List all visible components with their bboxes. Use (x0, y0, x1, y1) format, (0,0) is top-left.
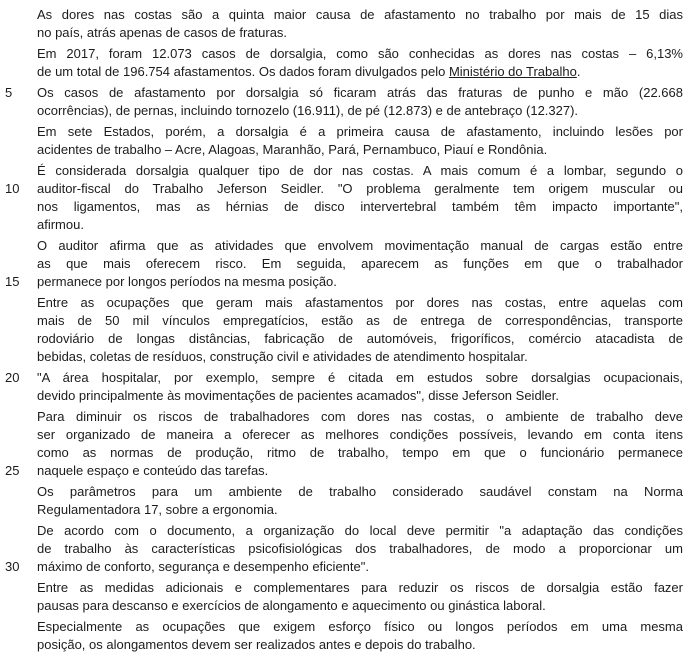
paragraph (5, 369, 683, 405)
text-line (37, 6, 683, 24)
text-segment: Os parâmetros para um ambiente de trabalho considerado saudável constam na Norma (37, 484, 683, 499)
text-segment: Para diminuir os riscos de trabalhadores com dores nas costas, o ambiente de trabalho deve (37, 409, 683, 424)
text-line (37, 618, 683, 636)
line-number: 15 (5, 274, 20, 289)
paragraph (37, 618, 683, 654)
paragraph (5, 237, 683, 291)
text-line (37, 237, 683, 255)
text-segment: pausas para descanso e exercícios de alongamento e aquecimento ou ginástica laboral. (37, 598, 546, 613)
text-line (37, 216, 683, 234)
document-body (5, 6, 683, 654)
text-segment: nos ligamentos, mas as hérnias de disco intervertebral também têm impacto importante", (37, 199, 683, 214)
text-segment: Em 2017, foram 12.073 casos de dorsalgia, como são conhecidas as dores nas costas – 6,13% (37, 46, 683, 61)
text-line (5, 369, 683, 387)
paragraph (37, 45, 683, 81)
text-line (37, 294, 683, 312)
text-segment: As dores nas costas são a quinta maior causa de afastamento no trabalho por mais de 15 dias (37, 7, 683, 22)
text-segment: De acordo com o documento, a organização do local deve permitir "a adaptação das condições (37, 523, 683, 538)
text-line (37, 348, 683, 366)
text-line (37, 444, 683, 462)
paragraph (37, 6, 683, 42)
text-line (37, 426, 683, 444)
text-segment: acidentes de trabalho – Acre, Alagoas, Maranhão, Pará, Pernambuco, Piauí e Rondônia. (37, 142, 548, 157)
text-line (37, 540, 683, 558)
text-segment: afirmou. (37, 217, 84, 232)
text-segment: devido principalmente às movimentações de pacientes acamados", disse Jeferson Seidler. (37, 388, 560, 403)
text-segment: O auditor afirma que as atividades que envolvem movimentação manual de cargas estão entre (37, 238, 683, 253)
text-segment: como as normas de produção, ritmo de trabalho, tempo em que o funcionário permanece (37, 445, 683, 460)
text-segment: bebidas, coletas de resíduos, construção civil e atividades de atendimento hospitalar. (37, 349, 528, 364)
text-line (37, 198, 683, 216)
text-line (37, 636, 683, 654)
text-line (37, 162, 683, 180)
text-segment: Especialmente as ocupações que exigem esforço físico ou longos períodos em uma mesma (37, 619, 683, 634)
text-segment: rodoviário de longas distâncias, fabricação de automóveis, frigoríficos, comércio atacadista de (37, 331, 683, 346)
text-line (5, 84, 683, 102)
text-segment: auditor-fiscal do Trabalho Jeferson Seidler. "O problema geralmente tem origem muscular ou (37, 181, 683, 196)
text-line (37, 408, 683, 426)
text-segment: permanece por longos períodos na mesma posição. (37, 274, 337, 289)
text-line (37, 123, 683, 141)
paragraph (37, 483, 683, 519)
paragraph (37, 294, 683, 366)
line-number: 20 (5, 370, 20, 385)
text-line (37, 102, 683, 120)
text-line (37, 24, 683, 42)
text-line (37, 330, 683, 348)
paragraph (5, 84, 683, 120)
line-number: 10 (5, 181, 20, 196)
text-line (5, 273, 683, 291)
text-segment: as que mais oferecem risco. Em seguida, aparecem as funções em que o trabalhador (37, 256, 683, 271)
text-segment: ocorrências), de pernas, incluindo tornozelo (16.911), de pé (12.873) e de antebraço (12.327). (37, 103, 579, 118)
text-line (5, 558, 683, 576)
text-line (37, 483, 683, 501)
text-segment: Entre as ocupações que geram mais afastamentos por dores nas costas, entre aquelas com (37, 295, 683, 310)
text-line (37, 45, 683, 63)
text-line (37, 387, 683, 405)
text-segment: posição, os alongamentos devem ser realizados antes e depois do trabalho. (37, 637, 476, 652)
text-segment: "A área hospitalar, por exemplo, sempre é citada em estudos sobre dorsalgias ocupacionais, (37, 370, 683, 385)
text-line (37, 597, 683, 615)
text-line (37, 522, 683, 540)
line-number: 30 (5, 559, 20, 574)
text-segment: . (576, 64, 581, 79)
text-segment: de um total de 196.754 afastamentos. Os dados foram divulgados pelo (37, 64, 449, 79)
text-line (37, 141, 683, 159)
text-segment: ser organizado de maneira a oferecer as melhores condições possíveis, levando em conta itens (37, 427, 683, 442)
paragraph (5, 408, 683, 480)
line-number: 5 (5, 85, 13, 100)
paragraph (37, 579, 683, 615)
text-segment: Em sete Estados, porém, a dorsalgia é a primeira causa de afastamento, incluindo lesões por (37, 124, 683, 139)
paragraph (5, 522, 683, 576)
text-segment: É considerada dorsalgia qualquer tipo de dor nas costas. A mais comum é a lombar, segundo o (37, 163, 683, 178)
paragraph (37, 123, 683, 159)
text-segment: no país, atrás apenas de casos de fraturas. (37, 25, 288, 40)
text-line (5, 180, 683, 198)
text-segment: de trabalho às características psicofisiológicas dos trabalhadores, de modo a proporcionar um (37, 541, 683, 556)
text-segment: Entre as medidas adicionais e complementares para reduzir os riscos de dorsalgia estão fazer (37, 580, 683, 595)
text-segment: máximo de conforto, segurança e desempenho eficiente". (37, 559, 369, 574)
text-segment: Os casos de afastamento por dorsalgia só ficaram atrás das fraturas de punho e mão (22.668 (37, 85, 683, 100)
text-line (37, 579, 683, 597)
text-line (5, 462, 683, 480)
text-segment: Regulamentadora 17, sobre a ergonomia. (37, 502, 278, 517)
paragraph (5, 162, 683, 234)
underlined-text: Ministério do Trabalho (448, 64, 577, 79)
text-line (37, 63, 683, 81)
line-number: 25 (5, 463, 20, 478)
text-line (37, 312, 683, 330)
text-segment: naquele espaço e conteúdo das tarefas. (37, 463, 269, 478)
text-line (37, 501, 683, 519)
text-line (37, 255, 683, 273)
text-segment: mais de 50 mil vínculos empregatícios, estão as de entrega de correspondências, transporte (37, 313, 683, 328)
